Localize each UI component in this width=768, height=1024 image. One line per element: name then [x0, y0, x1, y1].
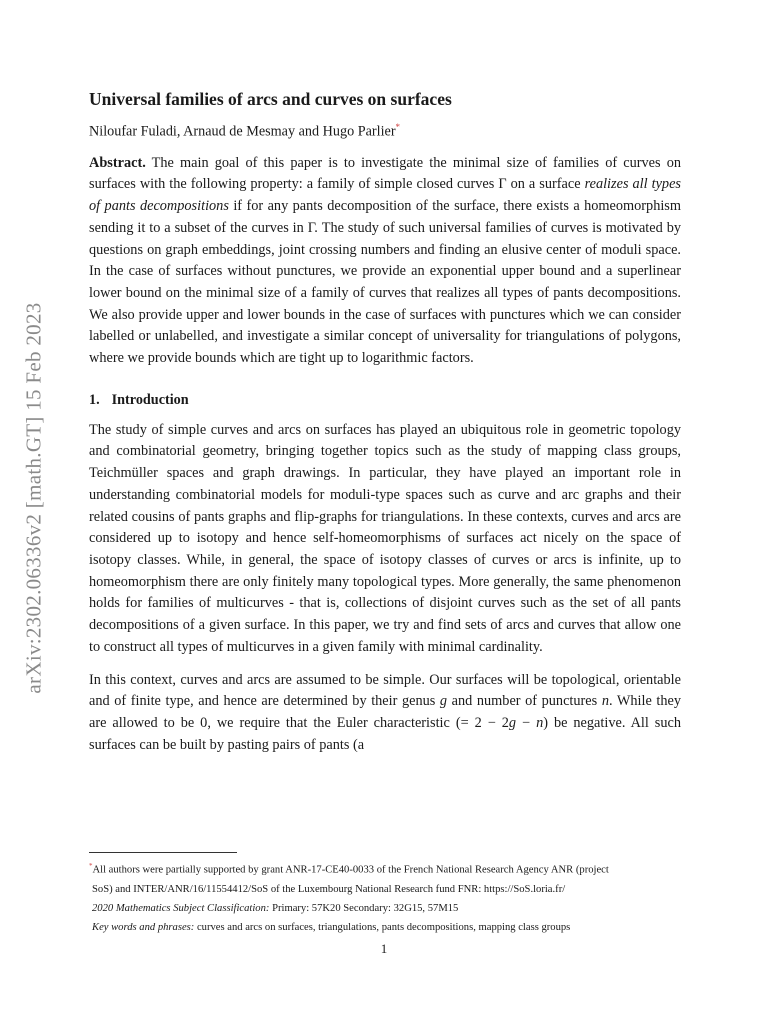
intro-p2-text-b: and number of punctures: [447, 693, 602, 710]
paper-body: [89, 88, 681, 756]
intro-p2-text-c: . While they are allowed to be 0, we require that the Euler characteristic (= 2 − 2: [89, 693, 681, 731]
abstract-text-1: The main goal of this paper is to investigate the minimal size of families of curves on surfaces with the following property: a family of simple closed curves Γ on a surface: [89, 154, 681, 193]
authors: Niloufar Fuladi, Arnaud de Mesmay and Hugo Parlier: [89, 123, 396, 140]
abstract: [89, 153, 681, 370]
intro-p2-text-a: In this context, curves and arcs are assumed to be simple. Our surfaces will be topological, orientable and of finite type, and hence are determined by their genus: [89, 671, 681, 710]
section-number: 1.: [89, 391, 100, 408]
genus-symbol: g: [439, 693, 448, 710]
msc-classification: [89, 899, 689, 918]
page-number: 1: [380, 941, 388, 956]
abstract-label: Abstract.: [89, 154, 146, 171]
paper-title: Universal families of arcs and curves on surfaces: [89, 89, 452, 109]
abstract-emphasis: realizes all types of pants decompositions: [89, 176, 681, 215]
keywords: [89, 918, 689, 937]
punctures-symbol: n: [601, 693, 609, 710]
msc-value: Primary: 57K20 Secondary: 32G15, 57M15: [269, 902, 459, 914]
abstract-text-2: if for any pants decomposition of the surface, there exists a homeomorphism sending it to a subset of the curves in Γ. The study of such universal families of curves is motivated by questions on graph embeddings, joint crossing numbers and finding an elusive center of moduli space. In the case of surfaces without punctures, we provide an exponential upper bound and a superlinear lower bound on the minimal size of a family of curves that realizes all types of pants decompositions. We also provide upper and lower bounds in the case of surfaces with punctures which we can consider labelled or unlabelled, and investigate a similar concept of universality for triangulations of polygons, where we provide bounds which are tight up to logarithmic factors.: [89, 198, 681, 367]
arxiv-sidebar: [22, 258, 46, 738]
author-footnote-mark[interactable]: *: [395, 122, 401, 132]
author-line: [89, 118, 681, 141]
footnote-divider: [89, 852, 237, 853]
genus-symbol-2: g: [508, 714, 517, 731]
punctures-symbol-2: n: [536, 714, 544, 731]
keywords-value: curves and arcs on surfaces, triangulations, pants decompositions, mapping class groups: [194, 921, 571, 933]
intro-p2-text-e: ) be negative. All such surfaces can be built by pasting pairs of pants (a: [89, 714, 682, 753]
footnotes: [89, 857, 689, 937]
funding-footnote-line-1: [89, 857, 689, 880]
funding-text-1: All authors were partially supported by grant ANR-17-CE40-0033 of the French National Research Agency ANR (project: [92, 864, 609, 876]
intro-p2-text-d: −: [516, 714, 537, 731]
keywords-label: Key words and phrases:: [92, 921, 195, 933]
footnote-mark: *: [89, 862, 93, 870]
intro-paragraph-2: [89, 670, 681, 757]
msc-label: 2020 Mathematics Subject Classification:: [92, 902, 270, 914]
section-heading: [89, 391, 681, 409]
funding-footnote-line-2[interactable]: SoS) and INTER/ANR/16/11554412/SoS of the Luxembourg National Research fund FNR: https://SoS.loria.fr/: [92, 883, 566, 895]
intro-paragraph-1: The study of simple curves and arcs on surfaces has played an ubiquitous role in geometric topology and combinatorial geometry, bringing together topics such as the study of mapping class groups, Teichmüller spaces and graph drawings. In particular, they have played an important role in understanding combinatorial models for moduli-type spaces such as curve and arc graphs and their related cousins of pants graphs and flip-graphs for triangulations. In these contexts, curves and arcs are considered up to isotopy and hence self-homeomorphisms of surfaces act nicely on the space of isotopy classes. While, in general, the space of isotopy classes of curves or arcs is infinite, up to homeomorphism there are only finitely many topological types. More generally, the same phenomenon holds for families of multicurves - that is, collections of disjoint curves such as the set of all pants decompositions of a given surface. In this paper, we try and find sets of arcs and curves that allow one to construct all types of multicurves in a given family with minimal cardinality.: [89, 421, 681, 655]
section-title: Introduction: [111, 391, 189, 408]
arxiv-identifier: arXiv:2302.06336v2 [math.GT] 15 Feb 2023: [21, 302, 46, 694]
